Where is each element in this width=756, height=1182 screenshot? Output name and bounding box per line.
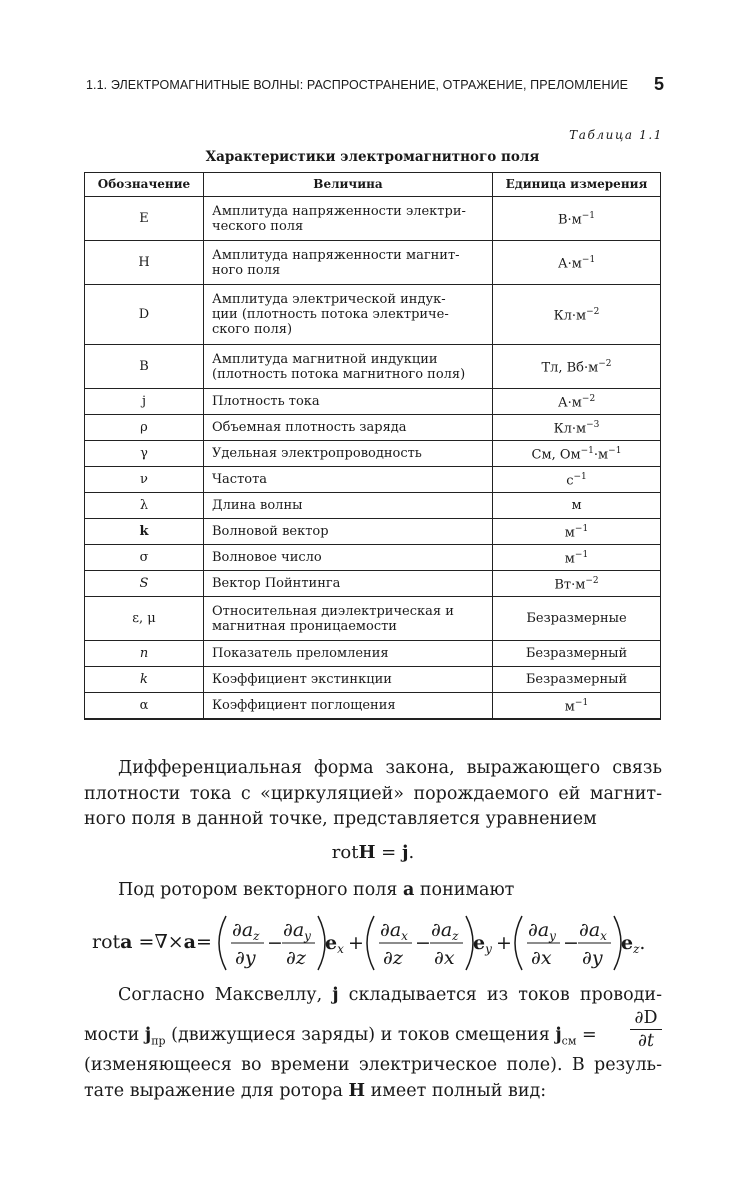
- table-row: [85, 345, 661, 389]
- col-header-unit: Единица измерения: [493, 173, 661, 197]
- equation-rot-h: rotH = j.: [331, 842, 415, 863]
- cell-quantity: Удельная электропроводность: [204, 441, 493, 467]
- equation-curl-definition: [84, 912, 662, 972]
- cell-unit: $м^{-1}$: [493, 519, 661, 545]
- table-row: [85, 285, 661, 345]
- cell-unit: $с^{-1}$: [493, 467, 661, 493]
- table-header-row: [85, 173, 661, 197]
- cell-quantity: Амплитуда напряженности магнит- ного поля: [204, 241, 493, 285]
- table-row: [85, 519, 661, 545]
- paragraph-3: [84, 983, 662, 1104]
- svg-text:∂az: $\partial a_z$: [232, 919, 260, 943]
- cell-unit: Тл, $Вб\cdot м^{-2}$: [493, 345, 661, 389]
- cell-quantity: Амплитуда электрической индук- ции (плотность потока электриче- ского поля): [204, 285, 493, 345]
- table-row: [85, 667, 661, 693]
- svg-text:∂x: ∂x: [434, 947, 455, 969]
- cell-unit: См, $Ом^{-1}\cdot м^{-1}$: [493, 441, 661, 467]
- svg-text:ey: $e_y$: [473, 932, 492, 956]
- svg-text:+: +: [348, 932, 364, 954]
- cell-unit: Безразмерный: [493, 641, 661, 667]
- cell-unit: $А\cdot м^{-2}$: [493, 389, 661, 415]
- table-row: [85, 597, 661, 641]
- table-row: [85, 415, 661, 441]
- cell-unit: $м^{-1}$: [493, 693, 661, 719]
- table-row: [85, 641, 661, 667]
- em-field-table: [84, 172, 661, 720]
- paragraph-3-line-3: (изменяющееся во времени электрическое поле). В резуль-: [84, 1055, 662, 1075]
- svg-text:+: +: [496, 932, 512, 954]
- cell-quantity: Частота: [204, 467, 493, 493]
- svg-text:∂ax: $\partial a_x$: [380, 919, 408, 943]
- svg-text:∂y: ∂y: [582, 947, 603, 969]
- svg-text:−: −: [563, 932, 579, 954]
- svg-text:∂y: ∂y: [235, 947, 256, 969]
- paragraph-3-line-2: мости $j_{пр}$ (движущиеся заряды) и токов смещения $j_{см}$ = ∂D ∂t: [84, 1009, 662, 1053]
- cell-symbol: λ: [85, 493, 204, 519]
- cell-symbol: B: [85, 345, 204, 389]
- cell-unit: $м^{-1}$: [493, 545, 661, 571]
- table-row: [85, 441, 661, 467]
- cell-symbol: γ: [85, 441, 204, 467]
- cell-quantity: Волновое число: [204, 545, 493, 571]
- svg-text:∂ay: $\partial a_y$: [283, 919, 311, 943]
- cell-quantity: Плотность тока: [204, 389, 493, 415]
- svg-text:rota =∇×a=: rota =∇×a=: [92, 931, 212, 953]
- table-row: [85, 241, 661, 285]
- col-header-quantity: Величина: [204, 173, 493, 197]
- table-label: Таблица 1.1: [569, 128, 663, 142]
- svg-text:−: −: [415, 932, 431, 954]
- curl-formula-svg: [84, 912, 662, 974]
- table-row: [85, 545, 661, 571]
- col-header-symbol: Обозначение: [85, 173, 204, 197]
- running-header: [86, 74, 664, 98]
- svg-text:∂z: ∂z: [286, 947, 306, 969]
- cell-symbol: α: [85, 693, 204, 719]
- table-body: [85, 197, 661, 719]
- cell-symbol: S: [85, 571, 204, 597]
- cell-unit: $Вт\cdot м^{-2}$: [493, 571, 661, 597]
- paragraph-3-line-1: Согласно Максвеллу, j складывается из токов проводи-: [118, 985, 662, 1005]
- cell-quantity: Амплитуда напряженности электри- ческого поля: [204, 197, 493, 241]
- cell-quantity: Волновой вектор: [204, 519, 493, 545]
- cell-quantity: Объемная плотность заряда: [204, 415, 493, 441]
- cell-symbol: k: [85, 667, 204, 693]
- cell-symbol: E: [85, 197, 204, 241]
- svg-text:∂az: $\partial a_z$: [431, 919, 459, 943]
- svg-text:−: −: [267, 932, 283, 954]
- table-row: [85, 571, 661, 597]
- table-row: [85, 467, 661, 493]
- cell-unit: $Кл\cdot м^{-3}$: [493, 415, 661, 441]
- page-number: 5: [653, 74, 664, 94]
- cell-symbol: n: [85, 641, 204, 667]
- cell-symbol: ρ: [85, 415, 204, 441]
- cell-unit: Безразмерный: [493, 667, 661, 693]
- table-row: [85, 389, 661, 415]
- displacement-current-fraction: ∂D ∂t: [630, 1007, 662, 1052]
- svg-text:ex: $e_x$: [325, 932, 344, 956]
- cell-symbol: σ: [85, 545, 204, 571]
- paragraph-1-line-2: плотности тока с «циркуляцией» порождаемого ей магнит-: [84, 783, 662, 804]
- cell-unit: $В\cdot м^{-1}$: [493, 197, 661, 241]
- cell-unit: Безразмерные: [493, 597, 661, 641]
- cell-symbol: k: [85, 519, 204, 545]
- paragraph-3-line-4: тате выражение для ротора H имеет полный вид:: [84, 1080, 547, 1101]
- cell-quantity: Длина волны: [204, 493, 493, 519]
- cell-quantity: Коэффициент экстинкции: [204, 667, 493, 693]
- cell-quantity: Вектор Пойнтинга: [204, 571, 493, 597]
- cell-quantity: Показатель преломления: [204, 641, 493, 667]
- table-row: [85, 693, 661, 719]
- cell-symbol: D: [85, 285, 204, 345]
- cell-unit: м: [493, 493, 661, 519]
- svg-text:∂ax: $\partial a_x$: [579, 919, 607, 943]
- cell-symbol: ε, μ: [85, 597, 204, 641]
- table-row: [85, 493, 661, 519]
- paragraph-1-line-1: Дифференциальная форма закона, выражающего связь: [118, 758, 662, 778]
- cell-quantity: Коэффициент поглощения: [204, 693, 493, 719]
- cell-symbol: ν: [85, 467, 204, 493]
- svg-text:∂ay: $\partial a_y$: [528, 919, 556, 943]
- table-title: Характеристики электромагнитного поля: [205, 149, 540, 165]
- svg-text:ez.: $e_z$.: [621, 932, 646, 956]
- cell-symbol: j: [85, 389, 204, 415]
- running-title: 1.1. ЭЛЕКТРОМАГНИТНЫЕ ВОЛНЫ: РАСПРОСТРАНЕНИЕ, ОТРАЖЕНИЕ, ПРЕЛОМЛЕНИЕ: [86, 78, 629, 92]
- paragraph-1: [84, 756, 662, 833]
- cell-symbol: H: [85, 241, 204, 285]
- paragraph-1-line-3: ного поля в данной точке, представляется уравнением: [84, 809, 597, 829]
- table-row: [85, 197, 661, 241]
- svg-text:∂x: ∂x: [531, 947, 552, 969]
- paragraph-2: Под ротором векторного поля a понимают: [118, 880, 515, 900]
- cell-quantity: Относительная диэлектрическая и магнитная проницаемости: [204, 597, 493, 641]
- svg-text:∂z: ∂z: [383, 947, 403, 969]
- cell-quantity: Амплитуда магнитной индукции (плотность потока магнитного поля): [204, 345, 493, 389]
- cell-unit: $А\cdot м^{-1}$: [493, 241, 661, 285]
- cell-unit: $Кл\cdot м^{-2}$: [493, 285, 661, 345]
